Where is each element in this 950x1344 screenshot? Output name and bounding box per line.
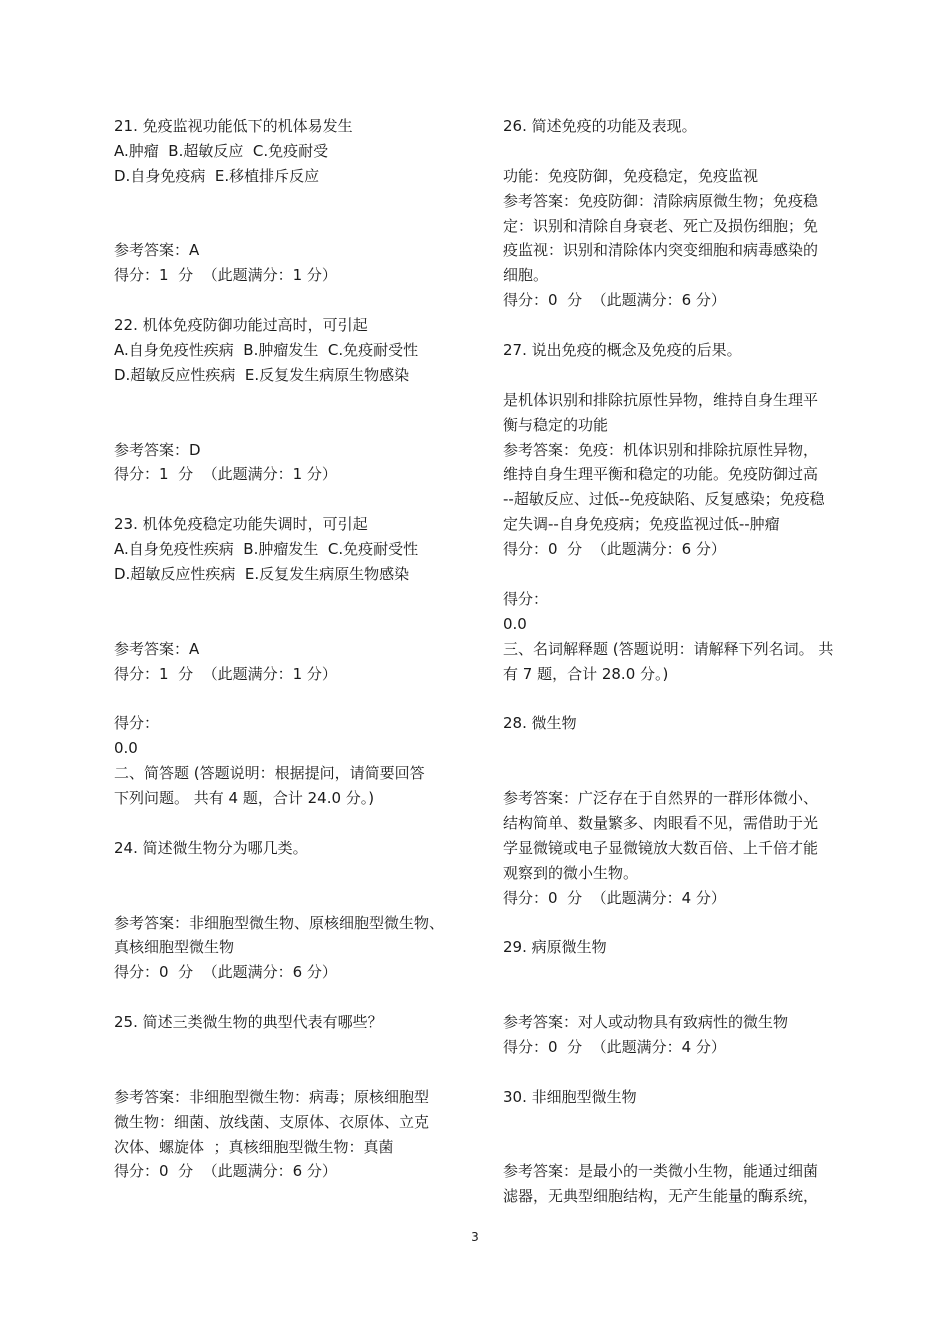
text-line: 得分： — [114, 714, 160, 733]
blank-line — [114, 288, 476, 313]
text-line: 得分：1 分 （此题满分：1 分） — [114, 664, 337, 683]
text-line: 次体、螺旋体 ；真核细胞型微生物：真菌 — [114, 1137, 394, 1156]
blank-line — [114, 214, 476, 239]
text-line: 结构简单、数量繁多、肉眼看不见，需借助于光 — [503, 813, 819, 832]
blank-line — [503, 1110, 865, 1135]
text-line: 参考答案：是最小的一类微小生物，能通过细菌 — [503, 1162, 819, 1181]
blank-line — [114, 985, 476, 1010]
text-line: 维持自身生理平衡和稳定的功能。免疫防御过高 — [503, 465, 819, 484]
text-line: 得分：0 分 （此题满分：4 分） — [503, 888, 726, 907]
text-line: 有 7 题，合计 28.0 分。) — [503, 664, 669, 683]
text-line: 21. 免疫监视功能低下的机体易发生 — [114, 117, 353, 135]
text-line: 得分：1 分 （此题满分：1 分） — [114, 266, 337, 285]
blank-line — [503, 562, 865, 587]
blank-line — [114, 587, 476, 612]
blank-line — [114, 811, 476, 836]
text-line: 28. 微生物 — [503, 714, 577, 733]
blank-line — [503, 911, 865, 936]
blank-line — [114, 886, 476, 911]
text-line: 滤器，无典型细胞结构，无产生能量的酶系统， — [503, 1187, 819, 1206]
text-line: 23. 机体免疫稳定功能失调时，可引起 — [114, 515, 368, 534]
blank-line — [503, 1060, 865, 1085]
text-line: 参考答案：对人或动物具有致病性的微生物 — [503, 1013, 789, 1032]
blank-line — [114, 686, 476, 711]
text-line: 0.0 — [503, 614, 527, 633]
blank-line — [503, 363, 865, 388]
text-line: 学显微镜或电子显微镜放大数百倍、上千倍才能 — [503, 838, 819, 857]
text-line: 细胞。 — [503, 266, 549, 285]
text-line: D.自身免疫病 E.移植排斥反应 — [114, 166, 320, 185]
text-line: 观察到的微小生物。 — [503, 863, 639, 882]
text-line: 参考答案：非细胞型微生物：病毒；原核细胞型 — [114, 1087, 430, 1106]
text-line: A.自身免疫性疾病 B.肿瘤发生 C.免疫耐受性 — [114, 540, 419, 559]
text-line: 29. 病原微生物 — [503, 938, 607, 957]
text-line: 参考答案：免疫防御：清除病原微生物；免疫稳 — [503, 191, 819, 210]
text-line: 得分：0 分 （此题满分：6 分） — [114, 963, 337, 982]
blank-line — [114, 413, 476, 438]
blank-line — [503, 1135, 865, 1160]
blank-line — [114, 861, 476, 886]
blank-line — [503, 985, 865, 1010]
text-line: 衡与稳定的功能 — [503, 415, 609, 434]
text-line: --超敏反应、过低--免疫缺陷、反复感染；免疫稳 — [503, 490, 825, 509]
text-line: A.自身免疫性疾病 B.肿瘤发生 C.免疫耐受性 — [114, 341, 419, 360]
text-line: 27. 说出免疫的概念及免疫的后果。 — [503, 341, 742, 360]
text-line: 疫监视：识别和清除体内突变细胞和病毒感染的 — [503, 241, 819, 260]
text-line: 24. 简述微生物分为哪几类。 — [114, 838, 308, 857]
page-number: 3 — [471, 1230, 479, 1244]
blank-line — [503, 736, 865, 761]
text-line: D.超敏反应性疾病 E.反复发生病原生物感染 — [114, 565, 410, 584]
text-line: 参考答案：A — [114, 241, 200, 260]
text-line: 下列问题。 共有 4 题，合计 24.0 分。) — [114, 789, 375, 808]
blank-line — [114, 388, 476, 413]
text-line: 参考答案：广泛存在于自然界的一群形体微小、 — [503, 789, 819, 808]
blank-line — [114, 189, 476, 214]
text-line: 定失调--自身免疫病；免疫监视过低--肿瘤 — [503, 515, 780, 534]
text-line: D.超敏反应性疾病 E.反复发生病原生物感染 — [114, 365, 410, 384]
text-line: 0.0 — [114, 739, 138, 758]
blank-line — [503, 139, 865, 164]
text-line: 功能：免疫防御，免疫稳定，免疫监视 — [503, 166, 759, 185]
text-line: 定：识别和清除自身衰老、死亡及损伤细胞；免 — [503, 216, 819, 235]
blank-line — [114, 1035, 476, 1060]
text-line: 得分： — [503, 589, 549, 608]
text-line: A.肿瘤 B.超敏反应 C.免疫耐受 — [114, 141, 329, 160]
text-line: 参考答案：A — [114, 639, 200, 658]
blank-line — [503, 313, 865, 338]
blank-line — [114, 1060, 476, 1085]
left-column — [114, 114, 476, 1184]
blank-line — [114, 487, 476, 512]
text-line: 参考答案：免疫：机体识别和排除抗原性异物， — [503, 440, 819, 459]
text-line: 真核细胞型微生物 — [114, 938, 235, 957]
blank-line — [503, 686, 865, 711]
right-column — [503, 114, 865, 1209]
text-line: 得分：0 分 （此题满分：6 分） — [114, 1162, 337, 1181]
text-line: 是机体识别和排除抗原性异物，维持自身生理平 — [503, 390, 819, 409]
text-line: 得分：0 分 （此题满分：6 分） — [503, 540, 726, 559]
text-line: 得分：1 分 （此题满分：1 分） — [114, 465, 337, 484]
blank-line — [114, 612, 476, 637]
text-line: 得分：0 分 （此题满分：6 分） — [503, 291, 726, 310]
text-line: 22. 机体免疫防御功能过高时，可引起 — [114, 316, 368, 335]
text-line: 微生物：细菌、放线菌、支原体、衣原体、立克 — [114, 1112, 430, 1131]
text-line: 参考答案：非细胞型微生物、原核细胞型微生物、 — [114, 913, 445, 932]
text-line: 得分：0 分 （此题满分：4 分） — [503, 1037, 726, 1056]
blank-line — [503, 960, 865, 985]
text-line: 25. 简述三类微生物的典型代表有哪些？ — [114, 1013, 383, 1032]
blank-line — [503, 761, 865, 786]
text-line: 26. 简述免疫的功能及表现。 — [503, 117, 697, 135]
text-line: 参考答案：D — [114, 440, 201, 459]
text-line: 三、名词解释题 (答题说明：请解释下列名词。 共 — [503, 639, 834, 658]
text-line: 二、简答题 (答题说明：根据提问，请简要回答 — [114, 764, 425, 783]
text-line: 30. 非细胞型微生物 — [503, 1087, 637, 1106]
